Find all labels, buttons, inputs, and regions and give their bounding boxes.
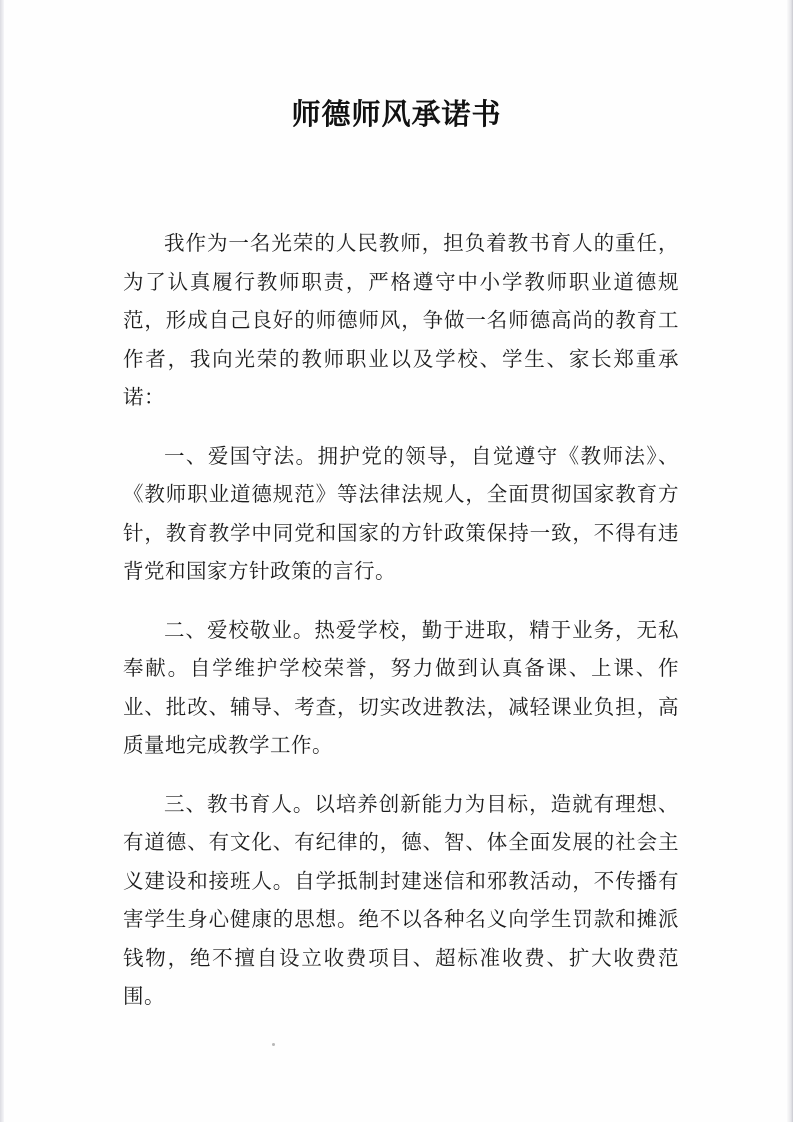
scan-shadow-left: [0, 0, 4, 1122]
pledge-paragraph-3: 三、教书育人。以培养创新能力为目标，造就有理想、有道德、有文化、有纪律的，德、智、体全面发展的社会主义建设和接班人。自学抵制封建迷信和邪教活动，不传播有害学生身心健康的思想。绝不以各种名义向学生罚款和摊派钱物，绝不擅自设立收费项目、超标准收费、扩大收费范围。: [123, 791, 679, 1008]
scan-speck: [272, 1043, 275, 1046]
document-title: 师德师风承诺书: [291, 97, 502, 131]
intro-paragraph: 我作为一名光荣的人民教师，担负着教书育人的重任，为了认真履行教师职责，严格遵守中小学教师职业道德规范，形成自己良好的师德师风，争做一名师德高尚的教育工作者，我向光荣的教师职业以及学校、学生、家长郑重承诺：: [123, 231, 679, 409]
scan-shadow-right: [787, 0, 793, 1122]
document-body: [123, 224, 679, 1016]
pledge-paragraph-1: 一、爱国守法。拥护党的领导，自觉遵守《教师法》、《教师职业道德规范》等法律法规人，全面贯彻国家教育方针，教育教学中同党和国家的方针政策保持一致，不得有违背党和国家方针政策的言行。: [123, 443, 679, 583]
pledge-paragraph-2: 二、爱校敬业。热爱学校，勤于进取，精于业务，无私奉献。自学维护学校荣誉，努力做到认真备课、上课、作业、批改、辅导、考查，切实改进教法，减轻课业负担，高质量地完成教学工作。: [123, 617, 679, 757]
